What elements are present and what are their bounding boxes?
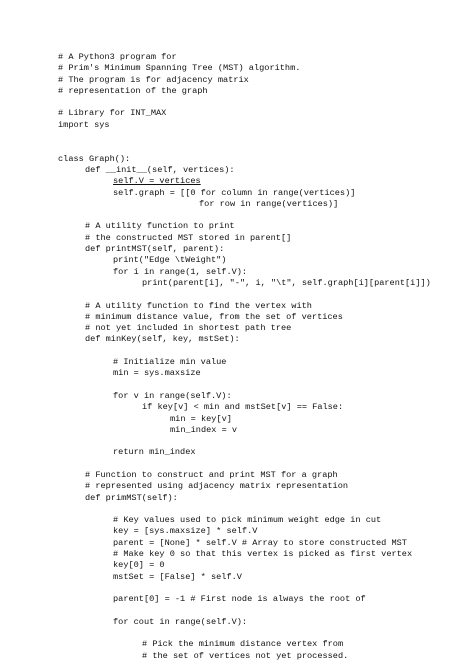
blank-line: [58, 97, 458, 108]
code-line-text: key = [sys.maxsize] * self.V: [113, 526, 258, 537]
code-line-text: class Graph():: [58, 153, 131, 164]
code-line: [58, 538, 458, 549]
code-line-text: mstSet = [False] * self.V: [113, 571, 242, 582]
code-line-text: for cout in range(self.V):: [113, 616, 248, 627]
code-line: [58, 154, 458, 165]
code-line-text: print(parent[i], "-", i, "\t", self.graph[i][parent[i]]): [142, 277, 431, 288]
code-line-text: self.V = vertices: [113, 176, 201, 187]
code-line: [58, 176, 458, 187]
code-line: [58, 120, 458, 131]
code-line-text: # the constructed MST stored in parent[]: [85, 232, 292, 243]
blank-line: [58, 504, 458, 515]
code-line-text: # Key values used to pick minimum weight edge in cut: [113, 515, 382, 526]
code-line-text: key[0] = 0: [113, 560, 165, 571]
code-line-text: # representation of the graph: [58, 85, 208, 96]
code-line: [58, 549, 458, 560]
code-line: [58, 391, 458, 402]
blank-line: [58, 142, 458, 153]
code-line-text: # Function to construct and print MST for a graph: [85, 469, 338, 480]
code-line: [58, 108, 458, 119]
code-line: [58, 402, 458, 413]
blank-line: [58, 583, 458, 594]
code-line: [58, 267, 458, 278]
code-line: [58, 255, 458, 266]
code-line: [58, 515, 458, 526]
code-line-text: parent = [None] * self.V # Array to store constructed MST: [113, 537, 407, 548]
code-line: [58, 368, 458, 379]
code-line-text: # Initialize min value: [113, 357, 227, 368]
code-line: [58, 470, 458, 481]
code-line-text: # minimum distance value, from the set of vertices: [85, 311, 343, 322]
code-line-text: min_index = v: [170, 424, 238, 435]
code-line: [58, 526, 458, 537]
code-line-text: # The program is for adjacency matrix: [58, 74, 249, 85]
blank-line: [58, 131, 458, 142]
code-line: [58, 572, 458, 583]
code-line-text: # the set of vertices not yet processed.: [142, 650, 349, 661]
code-line-text: # A Python3 program for: [58, 52, 177, 62]
blank-line: [58, 380, 458, 391]
code-line: [58, 560, 458, 571]
code-line: [58, 233, 458, 244]
code-line: [58, 312, 458, 323]
blank-line: [58, 436, 458, 447]
code-line: [58, 199, 458, 210]
code-listing: [58, 52, 458, 662]
code-line-text: for row in range(vertices)]: [199, 198, 339, 209]
code-line-text: for i in range(1, self.V):: [113, 266, 248, 277]
code-line-text: self.graph = [[0 for column in range(vertices)]: [113, 187, 356, 198]
code-line-text: # Prim's Minimum Spanning Tree (MST) algorithm.: [58, 63, 301, 74]
code-line-text: min = key[v]: [170, 413, 232, 424]
code-line-text: min = sys.maxsize: [113, 368, 201, 379]
code-line: [58, 334, 458, 345]
code-line: [58, 165, 458, 176]
code-line-text: parent[0] = -1 # First node is always the root of: [113, 594, 366, 605]
blank-line: [58, 210, 458, 221]
code-line-text: def minKey(self, key, mstSet):: [85, 334, 240, 345]
code-line: [58, 323, 458, 334]
code-line: [58, 301, 458, 312]
code-line-text: # A utility function to print: [85, 221, 235, 232]
code-line: [58, 75, 458, 86]
code-line: [58, 357, 458, 368]
code-line: [58, 188, 458, 199]
code-line: [58, 594, 458, 605]
code-line: [58, 425, 458, 436]
blank-line: [58, 459, 458, 470]
code-line: [58, 244, 458, 255]
code-line-text: print("Edge \tWeight"): [113, 255, 227, 266]
code-line: [58, 52, 458, 63]
blank-line: [58, 628, 458, 639]
code-line-text: def printMST(self, parent):: [85, 244, 225, 255]
code-line-text: # Library for INT_MAX: [58, 108, 167, 119]
code-line-text: # represented using adjacency matrix representation: [85, 481, 349, 492]
code-line-text: # A utility function to find the vertex with: [85, 300, 312, 311]
code-line-text: for v in range(self.V):: [113, 390, 232, 401]
blank-line: [58, 346, 458, 357]
code-line: [58, 86, 458, 97]
code-line: [58, 63, 458, 74]
code-line-text: return min_index: [113, 447, 196, 458]
code-line: [58, 617, 458, 628]
code-line-text: import sys: [58, 119, 110, 130]
code-line-text: def __init__(self, vertices):: [85, 164, 235, 175]
code-line: [58, 651, 458, 662]
code-line-text: if key[v] < min and mstSet[v] == False:: [142, 402, 344, 413]
blank-line: [58, 289, 458, 300]
code-line: [58, 221, 458, 232]
code-line-text: # Pick the minimum distance vertex from: [142, 639, 344, 650]
code-line: [58, 447, 458, 458]
code-line-text: def primMST(self):: [85, 492, 178, 503]
code-line-text: # Make key 0 so that this vertex is picked as first vertex: [113, 549, 413, 560]
code-line-text: # not yet included in shortest path tree: [85, 323, 292, 334]
code-line: [58, 414, 458, 425]
code-line: [58, 278, 458, 289]
code-line: [58, 481, 458, 492]
code-line: [58, 639, 458, 650]
code-line: [58, 493, 458, 504]
blank-line: [58, 606, 458, 617]
